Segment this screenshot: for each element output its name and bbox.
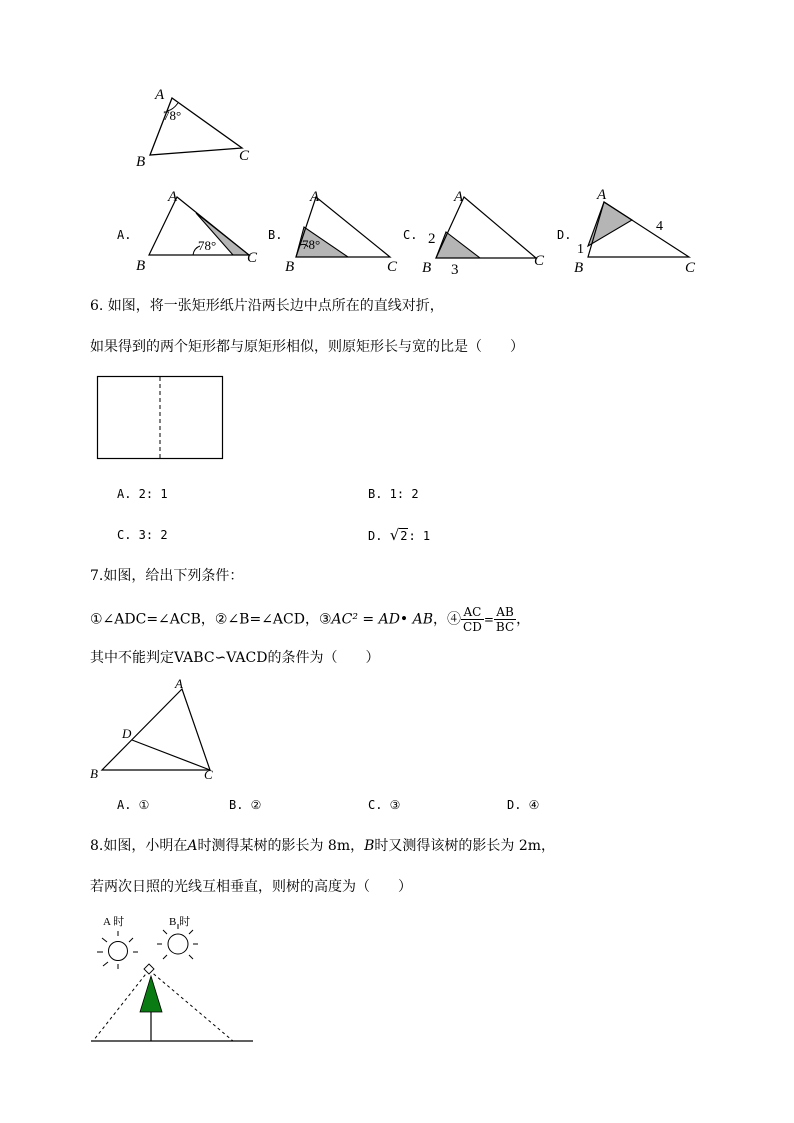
label-a: A (310, 189, 320, 205)
angle-label: 78° (198, 238, 217, 253)
frac1-numerator: AC (461, 605, 484, 620)
q8-time-a: A (187, 838, 198, 854)
q5-option-b-letter[interactable]: B. (268, 228, 283, 242)
label-c: C (204, 767, 213, 782)
q7-fraction-2 (494, 605, 516, 634)
q7-conditions-tail: ， (516, 611, 531, 628)
sun-a-icon (97, 931, 138, 969)
frac2-denominator: BC (495, 620, 515, 634)
q7-stem-line3: 其中不能判定VABC∽VACD的条件为（ ） (90, 650, 380, 666)
label-a: A (175, 676, 183, 691)
q6-stem-line2: 如果得到的两个矩形都与原矩形相似，则原矩形长与宽的比是（ ） (90, 339, 524, 355)
q8-line1-part-a: 8.如图，小明在 (90, 838, 188, 854)
q5-option-b-figure[interactable] (280, 185, 410, 275)
label-b: B (574, 260, 584, 276)
frac1-denominator: CD (463, 620, 482, 634)
rectangle (98, 377, 223, 459)
equals-sign: = (483, 612, 494, 627)
label-a: A (168, 189, 178, 205)
label-a: A (155, 87, 165, 103)
q7-stem-line1: 7.如图，给出下列条件： (90, 568, 244, 584)
side-label-2: 3 (451, 262, 459, 278)
q7-option-d[interactable]: D. ④ (507, 798, 540, 812)
sun-b-label: B 时 (169, 916, 191, 928)
side-label-1: 2 (428, 231, 436, 247)
side-label-1: 1 (577, 242, 584, 257)
sun-a-label: A 时 (103, 916, 125, 928)
label-b: B (136, 154, 146, 170)
sun-b-icon (157, 924, 198, 959)
q5-option-a-figure[interactable] (130, 185, 270, 275)
q7-option-c[interactable]: C. ③ (368, 798, 401, 812)
q7-triangle-figure (88, 675, 228, 785)
frac2-numerator: AB (494, 605, 516, 620)
triangle-abc (102, 689, 210, 770)
q7-conditions-1-2: ①∠ADC=∠ACB，②∠B=∠ACD，③ (90, 611, 332, 628)
q8-stem-line2: 若两次日照的光线互相垂直，则树的高度为（ ） (90, 879, 412, 895)
q8-time-b: B (364, 838, 375, 854)
side-label-2: 4 (656, 219, 663, 234)
q5-option-c-letter[interactable]: C. (403, 228, 418, 242)
q6-option-b[interactable]: B. 1: 2 (368, 487, 419, 501)
label-c: C (685, 260, 696, 276)
segment-cd (132, 740, 210, 770)
sqrt-radicand: 2 (400, 529, 408, 543)
q6-stem-line1: 6. 如图，将一张矩形纸片沿两长边中点所在的直线对折， (90, 298, 444, 314)
sqrt-icon: √ (389, 526, 400, 544)
label-c: C (247, 250, 258, 266)
q5-main-figure (120, 80, 270, 175)
label-b: B (285, 259, 295, 275)
label-b: B (422, 260, 432, 276)
q7-option-a[interactable]: A. ① (117, 798, 150, 812)
q8-stem-line1 (90, 837, 555, 855)
right-angle-marker (144, 964, 154, 974)
q6-option-a[interactable]: A. 2: 1 (117, 487, 168, 501)
q7-fraction-1 (461, 605, 484, 634)
option-d-suffix: : 1 (408, 529, 431, 543)
label-b: B (136, 258, 146, 274)
label-c: C (387, 259, 398, 275)
light-ray-b (149, 970, 233, 1041)
q5-option-d-figure[interactable] (570, 183, 710, 278)
q7-condition-3-expr: AC² = AD• AB (331, 611, 434, 628)
q5-option-c-figure[interactable] (418, 185, 553, 280)
shaded-triangle (588, 202, 632, 246)
q6-option-d[interactable] (368, 526, 430, 545)
label-a: A (597, 187, 607, 203)
q7-option-b[interactable]: B. ② (229, 798, 262, 812)
label-c: C (534, 253, 545, 269)
tree-icon (140, 976, 162, 1012)
q7-conditions (90, 605, 530, 634)
label-c: C (239, 148, 250, 164)
label-a: A (454, 189, 464, 205)
label-d: D (122, 726, 132, 741)
q5-option-d-letter[interactable]: D. (557, 228, 572, 242)
triangle-abc (150, 98, 242, 155)
q8-line1-part-c: 时又测得该树的影长为 2m， (374, 838, 556, 854)
q6-rectangle-figure (96, 375, 226, 461)
q6-option-c[interactable]: C. 3: 2 (117, 528, 168, 542)
angle-label: 78° (163, 108, 182, 123)
q5-option-a-letter[interactable]: A. (117, 228, 132, 242)
q7-condition-4-prefix: ，④ (433, 611, 462, 628)
q8-line1-part-b: 时测得某树的影长为 8m， (197, 838, 365, 854)
light-ray-a (93, 970, 149, 1041)
q8-tree-shadow-figure (88, 908, 263, 1048)
angle-label: 78° (302, 237, 321, 252)
option-d-prefix: D. (368, 529, 390, 543)
label-b: B (90, 766, 98, 781)
